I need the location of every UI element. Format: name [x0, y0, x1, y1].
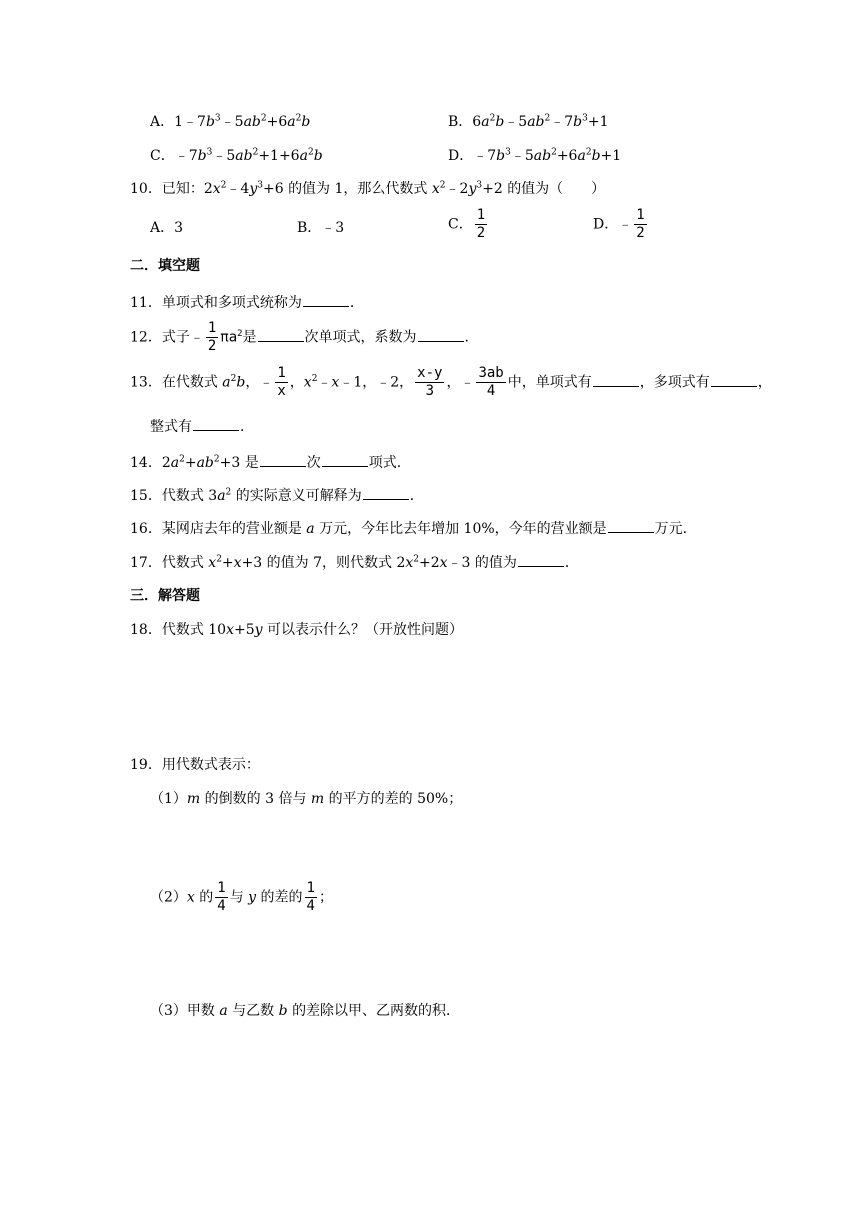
q17: 17．代数式 $x^2+x+3$ 的值为 7，则代数式 $2x^2+2x﹣3$ 的值为 ． — [130, 552, 579, 573]
answer-blank — [418, 327, 464, 342]
fraction: $\frac{1}{2}$ — [207, 320, 217, 354]
q9-choice-a: A．$1﹣7b^3﹣5ab^2+6a^2b$ — [150, 113, 311, 130]
fraction: $\frac{1}{2}$ — [476, 207, 486, 241]
answer-blank — [608, 518, 654, 533]
section-title-fill-blank: 二．填空题 — [130, 258, 200, 274]
q19-part3: （3）甲数 a 与乙数 b 的差除以甲、乙两数的积． — [150, 1003, 461, 1019]
q10-choice-a: A．3 — [150, 220, 184, 236]
answer-blank — [363, 485, 409, 500]
q19-part1: （1）m 的倒数的 3 倍与 m 的平方的差的 50%； — [150, 791, 463, 807]
fraction: $\frac{x-y}{3}$ — [417, 365, 443, 399]
q9-choice-c: C．$﹣7b^3﹣5ab^2+1+6a^2b$ — [150, 147, 323, 164]
q13-line1: 13．在代数式 $a^2b$，﹣ $\frac{1}{x}$ ，$x^2﹣x﹣1$，﹣2， $\frac{x-y}{3}$ ，﹣ $\frac{3ab}{4}$ 中，单项式有 ，多项式有 ， — [130, 365, 772, 399]
answer-blank — [711, 372, 757, 387]
q10-choice-c: C． $\frac{1}{2}$ — [448, 207, 486, 241]
answer-blank — [518, 552, 564, 567]
q16: 16．某网店去年的营业额是 a 万元，今年比去年增加 10%，今年的营业额是 万元． — [130, 518, 697, 539]
q18: 18．代数式 10x+5y 可以表示什么？（开放性问题） — [130, 622, 464, 638]
q19-part2: （2）x 的 $\frac{1}{4}$ 与 y 的差的 $\frac{1}{4}$ ； — [150, 880, 333, 914]
q14: 14．$2a^2+ab^2+3$ 是 次 项式． — [130, 452, 411, 473]
q19-stem: 19．用代数式表示： — [130, 757, 260, 773]
q9-choice-d: D．$﹣7b^3﹣5ab^2+6a^2b+1$ — [448, 147, 622, 164]
q10-stem: 10．已知：$2x^2﹣4y^3+6$ 的值为 1，那么代数式 $x^2﹣2y^3+2$ 的值为（ ） — [130, 180, 606, 197]
section-title-solutions: 三．解答题 — [130, 588, 200, 604]
q13-line2: 整式有 ． — [150, 416, 254, 437]
answer-blank — [258, 327, 304, 342]
q10-choice-b: B．﹣3 — [297, 220, 345, 236]
answer-blank — [303, 292, 349, 307]
fraction: $\frac{1}{2}$ — [636, 207, 645, 241]
fraction: $\frac{1}{4}$ — [217, 880, 226, 914]
fraction: $\frac{1}{x}$ — [277, 365, 286, 399]
q11: 11．单项式和多项式统称为 ． — [130, 292, 364, 313]
q10-choice-d: D．﹣ $\frac{1}{2}$ — [593, 207, 645, 241]
answer-blank — [260, 452, 306, 467]
answer-blank — [193, 416, 239, 431]
answer-blank — [322, 452, 368, 467]
fraction: $\frac{3ab}{4}$ — [478, 365, 504, 399]
q15: 15．代数式 $3a^2$ 的实际意义可解释为 ． — [130, 485, 424, 506]
q9-choice-b: B．$6a^2b﹣5ab^2﹣7b^3+1$ — [448, 113, 609, 130]
answer-blank — [593, 372, 639, 387]
fraction: $\frac{1}{4}$ — [306, 880, 315, 914]
q12: 12．式子﹣ $\frac{1}{2}$ $\pi a^2$是 次单项式，系数为 ． — [130, 320, 479, 354]
